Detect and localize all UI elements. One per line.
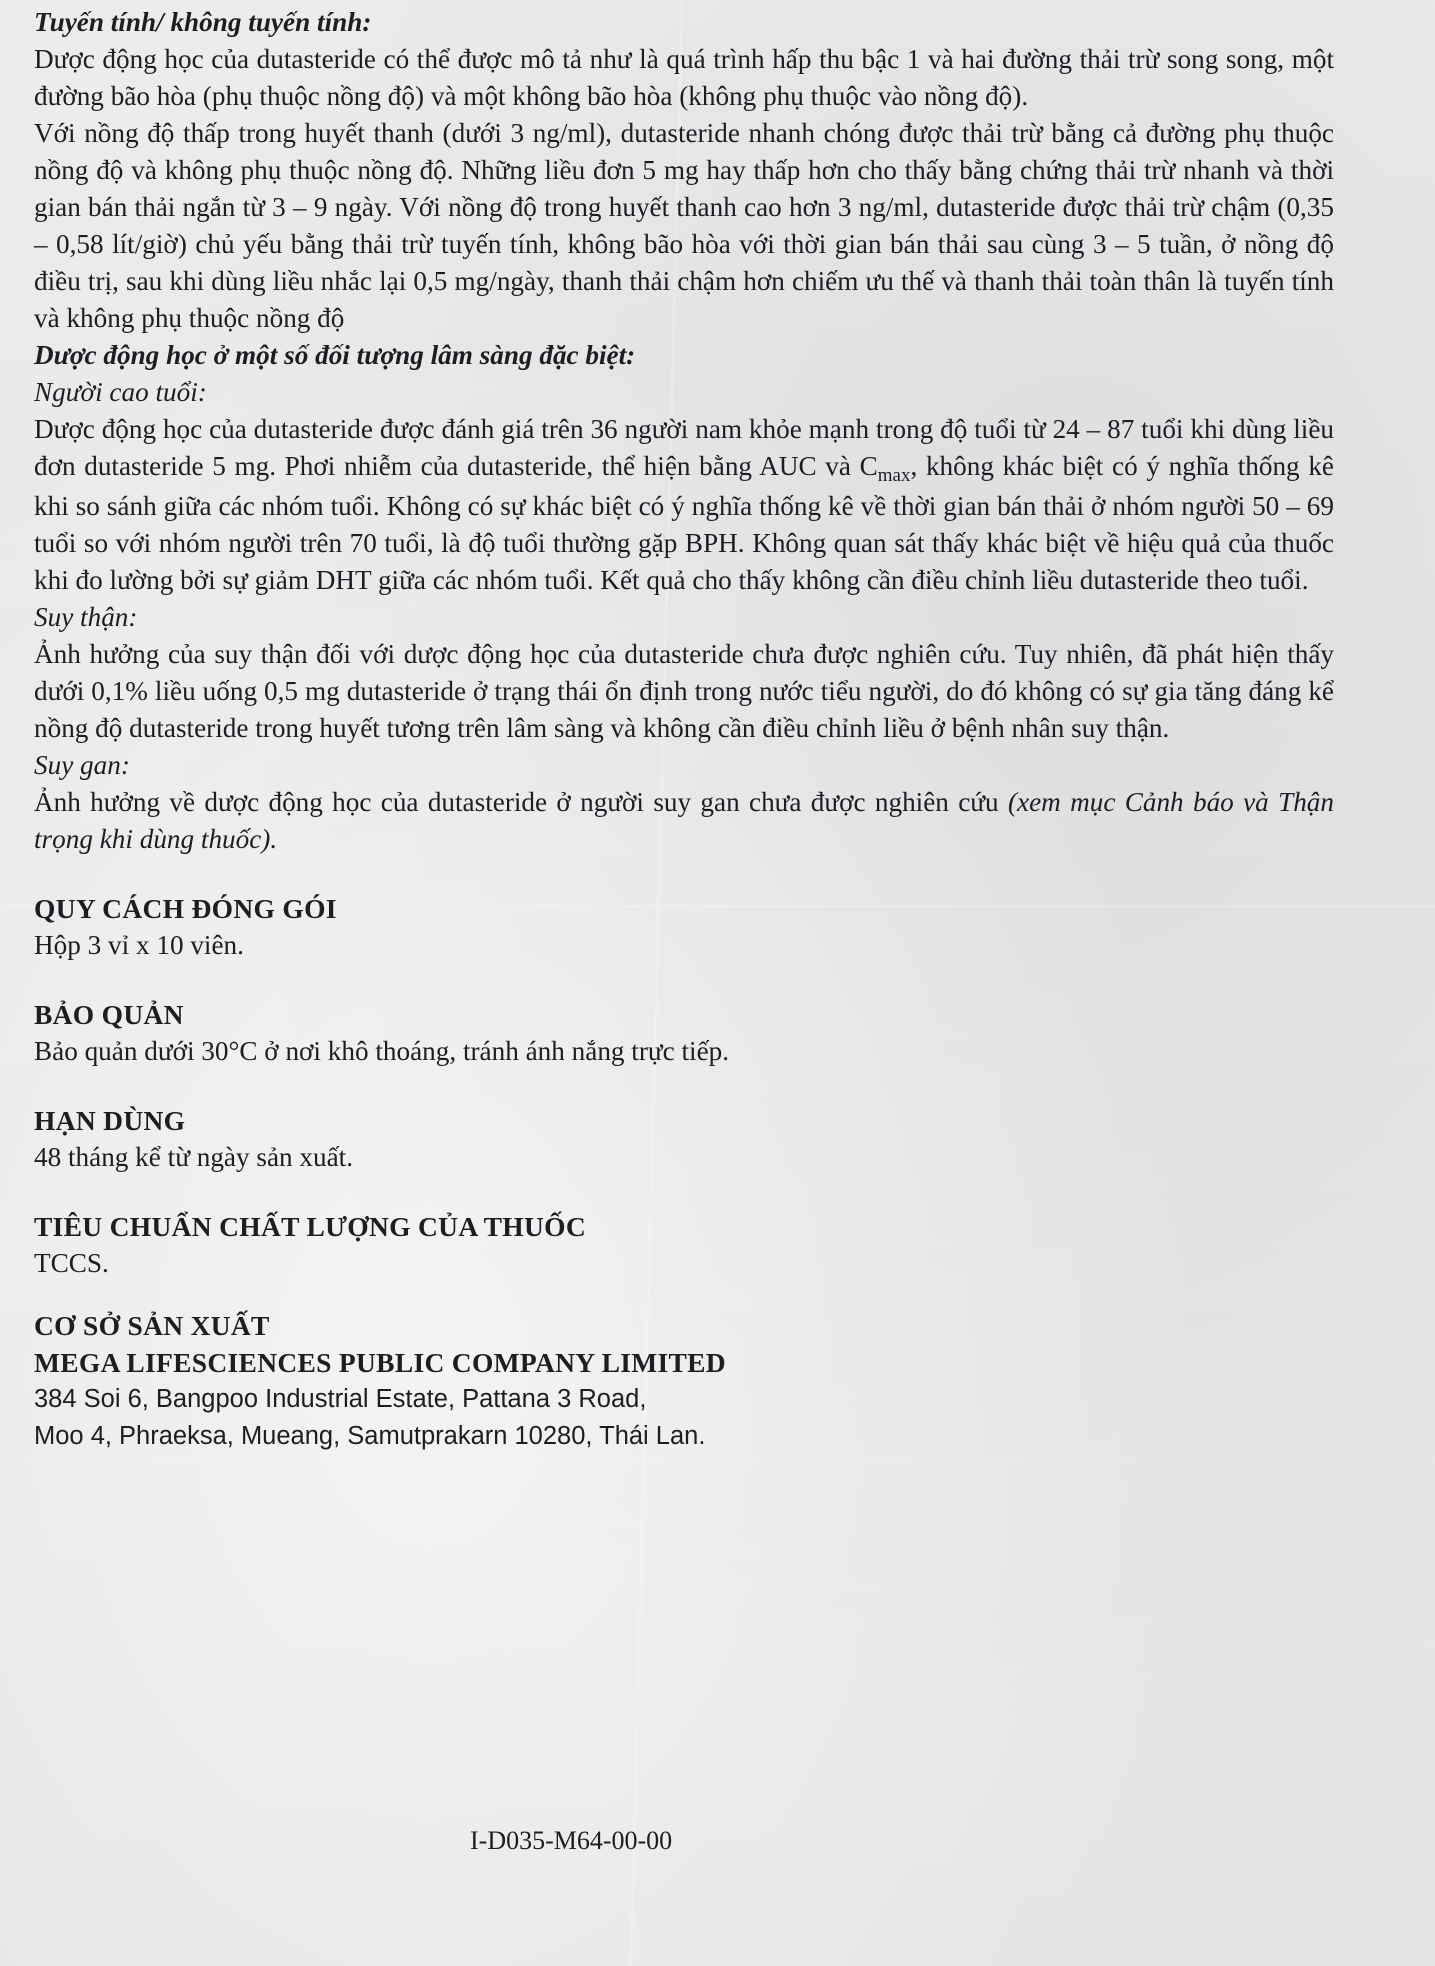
hepatic-text-italic: (xem mục Cảnh báo và Thận trọng khi dùng thuốc). bbox=[34, 787, 1334, 854]
expiry-heading: HẠN DÙNG bbox=[34, 1105, 186, 1136]
manufacturer-address-line2: Moo 4, Phraeksa, Mueang, Samutprakarn 10280, Thái Lan. bbox=[34, 1422, 706, 1450]
storage-heading: BẢO QUẢN bbox=[34, 999, 184, 1030]
elderly-text-part1: Dược động học của dutasteride được đánh giá trên 36 người nam khỏe mạnh trong độ tuổi từ 24 – 87 tuổi khi dùng liều đơn dutasteride 5 mg. Phơi nhiễm của dutasteride, thể hiện bằng AUC và C bbox=[34, 414, 1334, 481]
packaging-text: Hộp 3 vỉ x 10 viên. bbox=[34, 930, 244, 960]
paper-crease-horizontal-lower bbox=[0, 1460, 1435, 1462]
renal-paragraph: Ảnh hưởng của suy thận đối với dược động học của dutasteride chưa được nghiên cứu. Tuy nhiên, đã phát hiện thấy dưới 0,1% liều uống 0,5 mg dutasteride ở trạng thái ổn định trong nước tiểu người, do đó không có sự gia tăng đáng kể nồng độ dutasteride trong huyết tương trên lâm sàng và không cần điều chỉnh liều ở bệnh nhân suy thận. bbox=[34, 639, 1334, 743]
hepatic-heading: Suy gan: bbox=[34, 750, 130, 780]
elderly-text-part2: , không khác biệt có ý nghĩa thống kê khi so sánh giữa các nhóm tuổi. Không có sự khác biệt có ý nghĩa thống kê về thời gian bán thải ở nhóm người 50 – 69 tuổi so với nhóm người trên 70 tuổi, là độ tuổi thường gặp BPH. Không quan sát thấy khác biệt về hiệu quả của thuốc khi đo lường bởi sự giảm DHT giữa các nhóm tuổi. Kết quả cho thấy không cần điều chỉnh liều dutasteride theo tuổi. bbox=[34, 451, 1334, 595]
linearity-paragraph-2: Với nồng độ thấp trong huyết thanh (dưới 3 ng/ml), dutasteride nhanh chóng được thải trừ bằng cả đường phụ thuộc nồng độ và không phụ thuộc nồng độ. Những liều đơn 5 mg hay thấp hơn cho thấy bằng chứng thải trừ nhanh và thời gian bán thải ngắn từ 3 – 9 ngày. Với nồng độ trong huyết thanh cao hơn 3 ng/ml, dutasteride được thải trừ chậm (0,35 – 0,58 lít/giờ) chủ yếu bằng thải trừ tuyến tính, không bão hòa với thời gian bán thải sau cùng 3 – 5 tuần, ở nồng độ điều trị, sau khi dùng liều nhắc lại 0,5 mg/ngày, thanh thải chậm hơn chiếm ưu thế và thanh thải toàn thân là tuyến tính và không phụ thuộc nồng độ bbox=[34, 118, 1334, 333]
renal-heading: Suy thận: bbox=[34, 602, 138, 632]
document-code: I-D035-M64-00-00 bbox=[470, 1826, 673, 1855]
manufacturer-name: MEGA LIFESCIENCES PUBLIC COMPANY LIMITED bbox=[34, 1347, 726, 1378]
elderly-heading: Người cao tuổi: bbox=[34, 377, 207, 407]
cmax-subscript: max bbox=[877, 465, 911, 486]
quality-standard-text: TCCS. bbox=[34, 1248, 109, 1278]
manufacturer-address-line1: 384 Soi 6, Bangpoo Industrial Estate, Pattana 3 Road, bbox=[34, 1385, 647, 1413]
linearity-heading: Tuyến tính/ không tuyến tính: bbox=[34, 7, 372, 37]
hepatic-paragraph bbox=[34, 784, 1334, 858]
hepatic-text-part1: Ảnh hưởng về dược động học của dutasteride ở người suy gan chưa được nghiên cứu bbox=[34, 787, 1008, 817]
leaflet-page bbox=[34, 4, 1334, 1455]
special-populations-heading: Dược động học ở một số đối tượng lâm sàng đặc biệt: bbox=[34, 340, 636, 370]
storage-text: Bảo quản dưới 30°C ở nơi khô thoáng, tránh ánh nắng trực tiếp. bbox=[34, 1036, 730, 1066]
quality-standard-heading: TIÊU CHUẨN CHẤT LƯỢNG CỦA THUỐC bbox=[34, 1211, 586, 1242]
manufacturer-heading: CƠ SỞ SẢN XUẤT bbox=[34, 1310, 270, 1341]
packaging-heading: QUY CÁCH ĐÓNG GÓI bbox=[34, 893, 337, 924]
linearity-paragraph-1: Dược động học của dutasteride có thể được mô tả như là quá trình hấp thu bậc 1 và hai đường thải trừ song song, một đường bão hòa (phụ thuộc nồng độ) và một không bão hòa (không phụ thuộc vào nồng độ). bbox=[34, 44, 1334, 111]
expiry-text: 48 tháng kể từ ngày sản xuất. bbox=[34, 1142, 354, 1172]
elderly-paragraph bbox=[34, 411, 1334, 599]
